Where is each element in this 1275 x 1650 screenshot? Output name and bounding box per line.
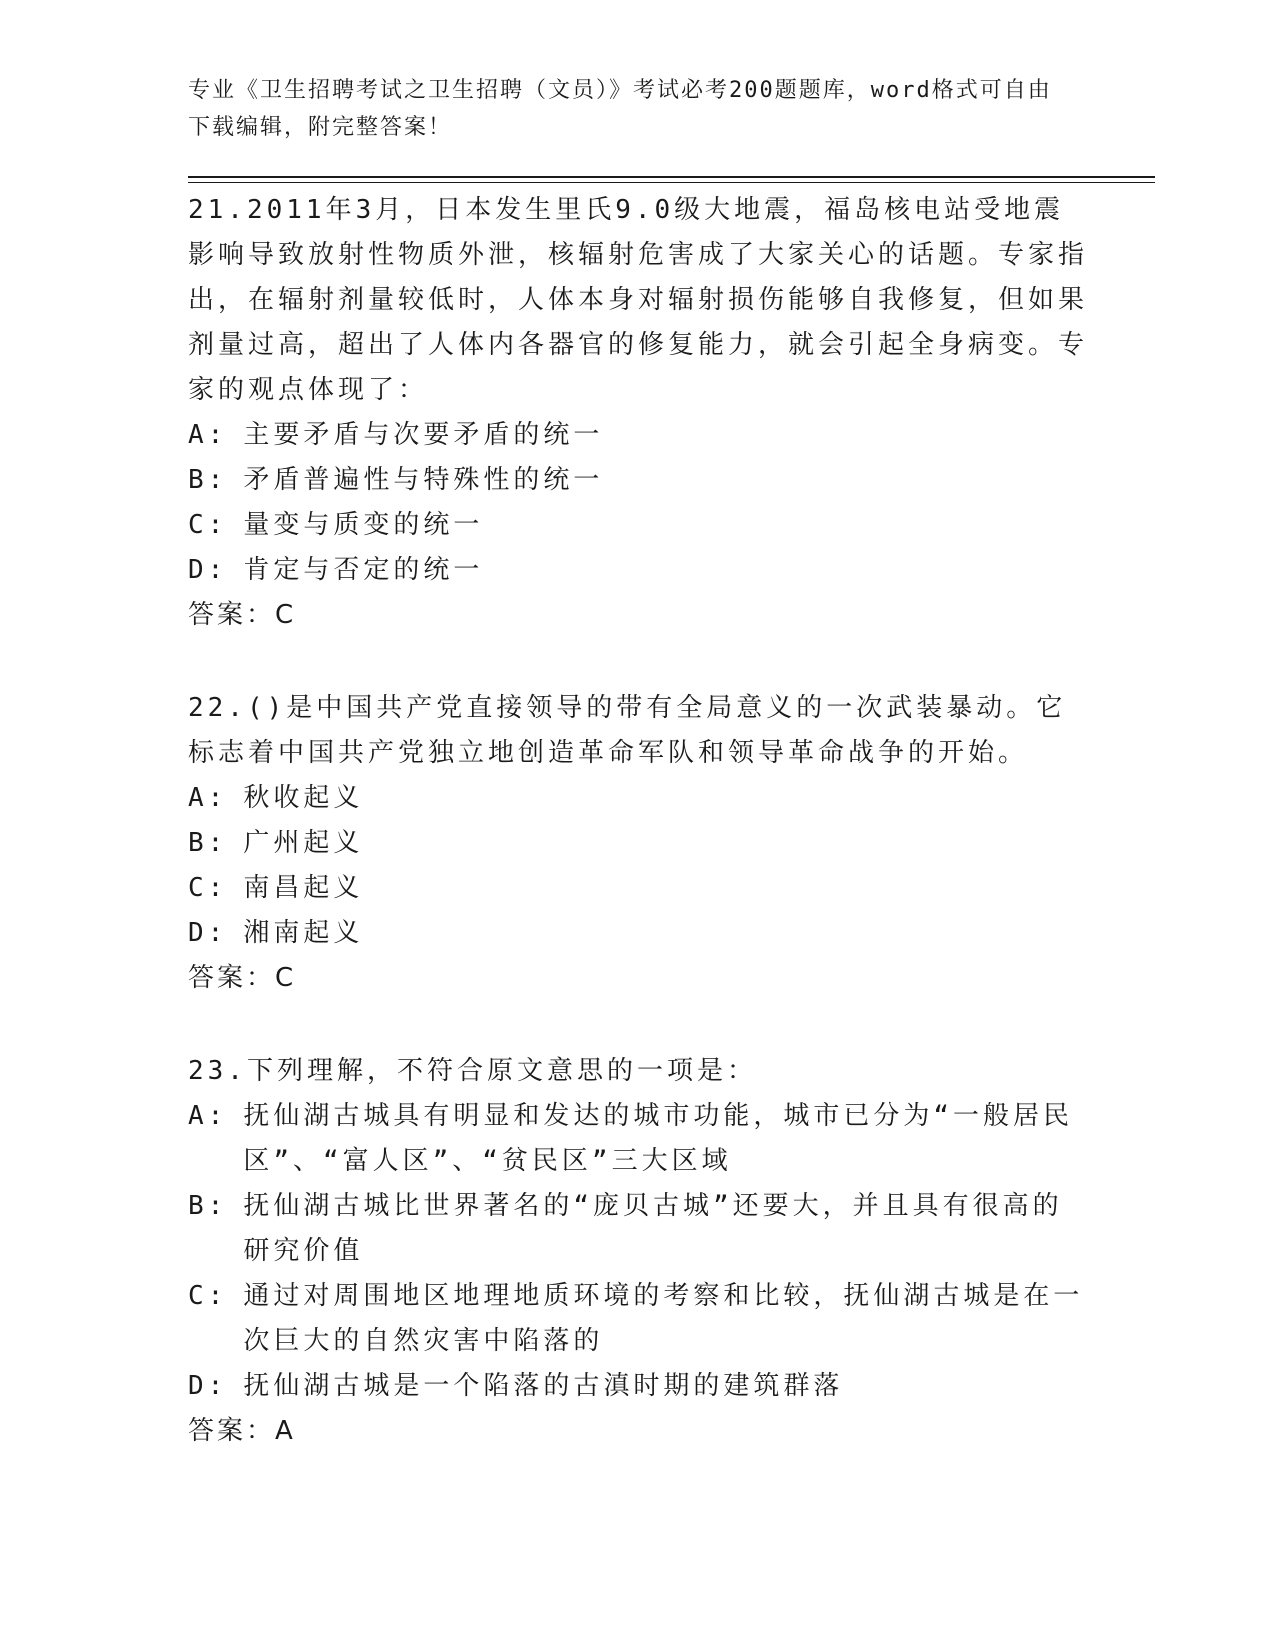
option-letter: A [188, 420, 208, 450]
option-letter: D [188, 555, 208, 585]
option-letter: A [188, 1101, 208, 1131]
option-b: B : 抚仙湖古城比世界著名的“庞贝古城”还要大，并且具有很高的研究价值 [188, 1184, 1088, 1274]
option-c: C : 南昌起义 [188, 866, 1088, 911]
option-text: 主要矛盾与次要矛盾的统一 [243, 420, 604, 450]
option-text: 量变与质变的统一 [243, 510, 484, 540]
option-text: 抚仙湖古城具有明显和发达的城市功能，城市已分为“一般居民区”、“富人区”、“贫民区”三大区域 [243, 1101, 1073, 1176]
question-stem: 21.2011年3月，日本发生里氏9.0级大地震，福岛核电站受地震影响导致放射性物质外泄，核辐射危害成了大家关心的话题。专家指出，在辐射剂量较低时，人体本身对辐射损伤能够自我修复，但如果剂量过高，超出了人体内各器官的修复能力，就会引起全身病变。专家的观点体现了： [188, 195, 1089, 405]
header-divider-thick [188, 176, 1155, 178]
option-text: 抚仙湖古城比世界著名的“庞贝古城”还要大，并且具有很高的研究价值 [243, 1191, 1063, 1266]
answer-line: 答案：A [188, 1416, 296, 1446]
option-letter: C [188, 873, 208, 903]
option-letter: B [188, 1191, 208, 1221]
option-letter: C [188, 1281, 208, 1311]
answer-line: 答案：C [188, 600, 297, 630]
option-a: A : 秋收起义 [188, 776, 1088, 821]
option-a: A : 主要矛盾与次要矛盾的统一 [188, 413, 1088, 458]
option-c: C : 通过对周围地区地理地质环境的考察和比较，抚仙湖古城是在一次巨大的自然灾害中陷落的 [188, 1274, 1088, 1364]
option-text: 秋收起义 [243, 783, 364, 813]
option-text: 通过对周围地区地理地质环境的考察和比较，抚仙湖古城是在一次巨大的自然灾害中陷落的 [243, 1281, 1084, 1356]
option-letter: B [188, 828, 208, 858]
question-stem: 23.下列理解，不符合原文意思的一项是： [188, 1056, 757, 1086]
option-text: 矛盾普遍性与特殊性的统一 [243, 465, 604, 495]
option-a: A : 抚仙湖古城具有明显和发达的城市功能，城市已分为“一般居民区”、“富人区”、“贫民区”三大区域 [188, 1094, 1088, 1184]
option-b: B : 矛盾普遍性与特殊性的统一 [188, 458, 1088, 503]
option-d: D : 抚仙湖古城是一个陷落的古滇时期的建筑群落 [188, 1364, 1088, 1409]
option-text: 南昌起义 [243, 873, 364, 903]
question-22 [188, 686, 1088, 1001]
question-stem: 22.()是中国共产党直接领导的带有全局意义的一次武装暴动。它标志着中国共产党独立地创造革命军队和领导革命战争的开始。 [188, 693, 1067, 768]
option-d: D : 肯定与否定的统一 [188, 548, 1088, 593]
option-d: D : 湘南起义 [188, 911, 1088, 956]
option-letter: D [188, 918, 208, 948]
question-23 [188, 1049, 1088, 1454]
header-divider-thin [188, 182, 1155, 183]
option-c: C : 量变与质变的统一 [188, 503, 1088, 548]
option-letter: C [188, 510, 208, 540]
option-text: 广州起义 [243, 828, 364, 858]
option-text: 肯定与否定的统一 [243, 555, 484, 585]
question-21 [188, 188, 1088, 638]
option-text: 湘南起义 [243, 918, 364, 948]
answer-line: 答案：C [188, 963, 297, 993]
option-letter: B [188, 465, 208, 495]
option-letter: D [188, 1371, 208, 1401]
option-b: B : 广州起义 [188, 821, 1088, 866]
page-header: 专业《卫生招聘考试之卫生招聘（文员）》考试必考200题题库，word格式可自由下载编辑，附完整答案！ [188, 78, 1052, 140]
question-list [188, 188, 1088, 1502]
option-letter: A [188, 783, 208, 813]
option-text: 抚仙湖古城是一个陷落的古滇时期的建筑群落 [243, 1371, 844, 1401]
